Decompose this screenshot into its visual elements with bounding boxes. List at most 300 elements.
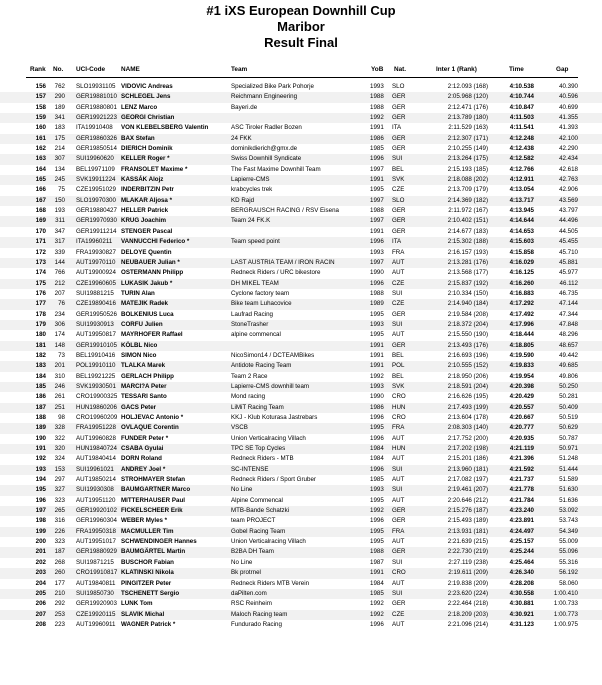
table-row	[0, 92, 602, 102]
team-cell: RSC Reinheim	[231, 600, 272, 608]
rider-name-cell: STENGER Pascal	[121, 227, 173, 235]
table-row	[0, 351, 602, 361]
inter-cell: 2:13.493 (176)	[447, 341, 488, 349]
rider-name-cell: WAGNER Patrick *	[121, 620, 176, 628]
uci-code-cell: AUT19951017	[76, 538, 116, 546]
uci-code-cell: CRO19910817	[76, 569, 118, 577]
table-row	[0, 227, 602, 237]
time-cell: 4:18.805	[509, 341, 534, 349]
yob-cell: 1989	[370, 300, 384, 308]
nation-cell: GER	[392, 517, 406, 525]
number-cell: 328	[54, 424, 65, 432]
number-cell: 153	[54, 465, 65, 473]
team-cell: Union Verticalracing Villach	[231, 434, 306, 442]
uci-code-cell: AUT19840811	[76, 579, 116, 587]
uci-code-cell: GER19921223	[76, 114, 117, 122]
team-cell: team PROJECT	[231, 517, 276, 525]
inter-cell: 2:15.302 (188)	[447, 238, 488, 246]
uci-code-cell: GER19850514	[76, 145, 117, 153]
rider-name-cell: GACS Peter	[121, 403, 157, 411]
yob-cell: 1988	[370, 93, 384, 101]
uci-code-cell: HUN19840724	[76, 445, 117, 453]
uci-code-cell: FRA19951228	[76, 424, 116, 432]
team-cell: Redneck Riders / URC bikestore	[231, 269, 321, 277]
rank-cell: 183	[35, 362, 46, 370]
uci-code-cell: AUT19900924	[76, 269, 116, 277]
nation-cell: AUT	[392, 269, 405, 277]
rider-name-cell: TESSARI Santo	[121, 393, 167, 401]
table-row	[0, 434, 602, 444]
inter-cell: 2:13.264 (175)	[447, 155, 488, 163]
inter-cell: 2:10.555 (152)	[447, 362, 488, 370]
table-row	[0, 403, 602, 413]
time-cell: 4:15.858	[509, 248, 534, 256]
nation-cell: GER	[392, 134, 406, 142]
yob-cell: 1986	[370, 134, 384, 142]
table-row	[0, 589, 602, 599]
yob-cell: 1993	[370, 248, 384, 256]
rider-name-cell: KRUG Joachim	[121, 217, 167, 225]
time-cell: 4:21.737	[509, 476, 534, 484]
rank-cell: 178	[35, 310, 46, 318]
gap-cell: 45.455	[559, 238, 578, 246]
inter-cell: 2:17.082 (197)	[447, 476, 488, 484]
table-row	[0, 475, 602, 485]
team-cell: No Line	[231, 486, 253, 494]
uci-code-cell: CRO19900325	[76, 393, 118, 401]
table-row	[0, 372, 602, 382]
inter-cell: 2:27.119 (238)	[448, 558, 488, 566]
results-header	[0, 0, 602, 51]
event-title: #1 iXS European Downhill Cup	[206, 3, 396, 18]
yob-cell: 1984	[370, 455, 384, 463]
rider-name-cell: KLATINSKI Nikola	[121, 569, 174, 577]
yob-cell: 1991	[370, 227, 384, 235]
table-row	[0, 537, 602, 547]
table-row	[0, 103, 602, 113]
uci-code-cell: GER19960304	[76, 517, 117, 525]
inter-cell: 2:15.193 (185)	[447, 165, 488, 173]
inter-cell: 2:13.931 (181)	[447, 527, 488, 535]
rank-cell: 188	[35, 414, 46, 421]
uci-code-cell: SUI19961021	[76, 465, 114, 473]
rider-name-cell: CORFU Julien	[121, 320, 163, 328]
number-cell: 306	[54, 320, 65, 328]
yob-cell: 1992	[370, 372, 384, 380]
uci-code-cell: AUT19840414	[76, 455, 116, 463]
rider-name-cell: DORN Roland	[121, 455, 162, 463]
inter-cell: 2:14.677 (183)	[447, 227, 488, 235]
number-cell: 253	[54, 610, 65, 618]
number-cell: 223	[54, 620, 65, 628]
number-cell: 76	[58, 300, 65, 308]
rider-name-cell: WEBER Myles *	[121, 517, 168, 525]
rider-name-cell: KELLER Roger *	[121, 155, 170, 163]
team-cell: NicoSimon14 / DCTEAMBikes	[231, 351, 315, 359]
time-cell: 4:30.881	[509, 600, 534, 608]
nation-cell: HUN	[392, 445, 406, 453]
time-cell: 4:17.492	[509, 310, 534, 318]
inter-cell: 2:19.584 (208)	[447, 310, 488, 318]
team-cell: Reichmann Engineering	[231, 93, 298, 101]
uci-code-cell: AUT19950817	[76, 331, 116, 339]
time-cell: 4:14.644	[509, 217, 534, 225]
rank-cell: 192	[35, 455, 46, 463]
yob-cell: 1996	[370, 465, 384, 473]
table-row	[0, 454, 602, 464]
team-cell: Union Verticalracing Villach	[231, 538, 306, 546]
rank-cell: 182	[35, 351, 46, 359]
number-cell: 73	[58, 351, 65, 359]
nation-cell: SUI	[392, 589, 403, 597]
nation-cell: GER	[392, 207, 406, 215]
number-cell: 150	[54, 196, 65, 204]
yob-cell: 1997	[370, 196, 384, 204]
gap-cell: 50.519	[559, 414, 578, 421]
yob-cell: 1996	[370, 155, 384, 163]
team-cell: Swiss Downhill Syndicate	[231, 155, 302, 163]
nation-cell: GER	[392, 103, 406, 111]
number-cell: 339	[54, 248, 65, 256]
number-cell: 290	[54, 93, 65, 101]
rider-name-cell: STROHMAYER Stefan	[121, 476, 186, 484]
team-cell: Team 2 Race	[231, 372, 268, 380]
table-row	[0, 165, 602, 175]
yob-cell: 1995	[370, 527, 384, 535]
nation-cell: FRA	[392, 248, 405, 256]
table-row	[0, 154, 602, 164]
nation-cell: GER	[392, 341, 406, 349]
inter-cell: 2:16.693 (196)	[447, 351, 488, 359]
table-row	[0, 289, 602, 299]
rider-name-cell: FRANSOLET Maxime *	[121, 165, 188, 173]
uci-code-cell: GER19860326	[76, 134, 117, 142]
team-cell: Laufrad Racing	[231, 310, 273, 318]
team-cell: Redneck Riders / Sport Gruber	[231, 476, 316, 484]
gap-cell: 1:00.733	[553, 600, 578, 608]
uci-code-cell: AUT19970110	[76, 258, 116, 266]
rank-cell: 206	[35, 600, 46, 608]
inter-cell: 2:17.752 (200)	[447, 434, 488, 442]
inter-cell: 2:21.096 (214)	[447, 620, 488, 628]
number-cell: 234	[54, 310, 65, 318]
rank-cell: 181	[35, 341, 46, 349]
rank-cell: 203	[35, 569, 46, 577]
rank-cell: 159	[35, 114, 46, 122]
nation-cell: SUI	[392, 320, 403, 328]
yob-cell: 1997	[370, 258, 384, 266]
uci-code-cell: GER19880427	[76, 207, 117, 215]
number-cell: 207	[54, 289, 65, 297]
gap-cell: 54.349	[559, 527, 578, 535]
gap-cell: 55.096	[559, 548, 578, 556]
inter-cell: 2:13.709 (179)	[447, 186, 488, 194]
rank-cell: 196	[35, 496, 46, 504]
yob-cell: 1996	[370, 279, 384, 287]
rider-name-cell: BOLKENIUS Luca	[121, 310, 174, 318]
inter-cell: 2:16.626 (195)	[447, 393, 488, 401]
yob-cell: 1992	[370, 114, 384, 122]
team-cell: Team speed point	[231, 238, 280, 246]
time-cell: 4:30.558	[509, 589, 534, 597]
gap-cell: 50.787	[559, 434, 578, 442]
inter-cell: 2:19.838 (209)	[447, 579, 488, 587]
table-row	[0, 496, 602, 506]
nation-cell: CZE	[392, 610, 405, 618]
inter-cell: 2:19.461 (207)	[447, 486, 488, 494]
nation-cell: ITA	[392, 238, 402, 246]
rank-cell: 207	[35, 610, 46, 618]
rank-cell: 166	[35, 186, 46, 194]
time-cell: 4:21.784	[509, 496, 534, 504]
uci-code-cell: FRA19950318	[76, 527, 116, 535]
rank-cell: 167	[35, 196, 46, 204]
yob-cell: 1991	[370, 351, 384, 359]
inter-cell: 2:21.639 (215)	[447, 538, 488, 546]
rider-name-cell: ANDREY Joel *	[121, 465, 166, 473]
number-cell: 214	[54, 145, 65, 153]
yob-cell: 1990	[370, 269, 384, 277]
gap-cell: 44.496	[559, 217, 578, 225]
rider-name-cell: MACMULLER Tim	[121, 527, 174, 535]
rank-cell: 208	[35, 620, 46, 628]
yob-cell: 1992	[370, 610, 384, 618]
rider-name-cell: MITTERHAUSER Paul	[121, 496, 185, 504]
uci-code-cell: GER19920102	[76, 507, 117, 515]
inter-cell: 2:18.950 (206)	[447, 372, 488, 380]
rider-name-cell: VON KLEBELSBERG Valentin	[121, 124, 209, 132]
inter-cell: 2:13.789 (180)	[447, 114, 488, 122]
yob-cell: 1996	[370, 517, 384, 525]
yob-cell: 1984	[370, 579, 384, 587]
rank-cell: 164	[35, 165, 46, 173]
gap-cell: 49.806	[559, 372, 578, 380]
uci-code-cell: AUT19850214	[76, 476, 116, 484]
rank-cell: 172	[35, 248, 46, 256]
number-cell: 323	[54, 538, 65, 546]
col-inter: Inter 1 (Rank)	[436, 66, 477, 73]
yob-cell: 1997	[370, 165, 384, 173]
gap-cell: 46.112	[559, 279, 578, 287]
number-cell: 193	[54, 207, 65, 215]
inter-cell: 2:14.940 (184)	[447, 300, 488, 308]
col-nat: Nat.	[394, 66, 407, 73]
uci-code-cell: SLO19931105	[76, 83, 116, 90]
table-row	[0, 237, 602, 247]
number-cell: 261	[54, 393, 65, 401]
table-row	[0, 579, 602, 589]
number-cell: 210	[54, 589, 65, 597]
number-cell: 320	[54, 445, 65, 453]
nation-cell: BEL	[392, 372, 404, 380]
team-cell: DH MIKEL TEAM	[231, 279, 279, 287]
uci-code-cell: SUI19881215	[76, 289, 114, 297]
time-cell: 4:19.954	[509, 372, 534, 380]
rider-name-cell: FUNDER Peter *	[121, 434, 169, 442]
time-cell: 4:21.396	[509, 455, 534, 463]
rank-cell: 199	[35, 527, 46, 535]
inter-cell: 2:13.960 (181)	[447, 465, 488, 473]
rank-cell: 157	[35, 93, 46, 101]
yob-cell: 1995	[370, 186, 384, 194]
nation-cell: CRO	[392, 569, 406, 577]
table-row	[0, 361, 602, 371]
table-row	[0, 527, 602, 537]
time-cell: 4:19.833	[509, 362, 534, 370]
uci-code-cell: CZE19951029	[76, 186, 116, 194]
event-location: Maribor	[277, 19, 325, 34]
team-cell: BERGRAUSCH RACING / RSV Eisena	[231, 207, 339, 215]
table-row	[0, 258, 602, 268]
nation-cell: SVK	[392, 176, 405, 184]
inter-cell: 2:12.307 (171)	[447, 134, 488, 142]
uci-code-cell: AUT19960911	[76, 620, 116, 628]
yob-cell: 1991	[370, 362, 384, 370]
uci-code-cell: SUI19871215	[76, 558, 114, 566]
number-cell: 307	[54, 155, 65, 163]
uci-code-cell: POL19910110	[76, 362, 116, 370]
time-cell: 4:13.717	[509, 196, 534, 204]
yob-cell: 1996	[370, 620, 384, 628]
time-cell: 4:20.398	[509, 382, 534, 390]
nation-cell: AUT	[392, 476, 405, 484]
table-row	[0, 279, 602, 289]
time-cell: 4:25.464	[509, 558, 534, 566]
time-cell: 4:11.541	[509, 124, 534, 132]
inter-cell: 2:13.568 (177)	[447, 269, 488, 277]
rider-name-cell: BAUMGÄRTEL Martin	[121, 548, 186, 556]
inter-cell: 2:13.281 (176)	[447, 258, 488, 266]
rank-cell: 197	[35, 507, 46, 515]
rank-cell: 162	[35, 145, 46, 153]
nation-cell: AUT	[392, 331, 405, 339]
uci-code-cell: BEL19910416	[76, 351, 116, 359]
inter-cell: 2:11.529 (163)	[448, 124, 488, 132]
table-row	[0, 392, 602, 402]
rider-name-cell: SCHWENDINGER Hannes	[121, 538, 197, 546]
gap-cell: 43.569	[559, 196, 578, 204]
time-cell: 4:13.945	[509, 207, 534, 215]
team-cell: No Line	[231, 558, 253, 566]
number-cell: 245	[54, 176, 65, 184]
nation-cell: SUI	[392, 155, 403, 163]
number-cell: 251	[54, 403, 65, 411]
uci-code-cell: SLO19970300	[76, 196, 116, 204]
yob-cell: 1984	[370, 445, 384, 453]
rider-name-cell: TLALKA Marek	[121, 362, 166, 370]
table-row	[0, 382, 602, 392]
team-cell: Cyclone factory team	[231, 289, 290, 297]
team-cell: Bike team Luhacovice	[231, 300, 292, 308]
nation-cell: BEL	[392, 165, 404, 173]
time-cell: 4:20.557	[509, 403, 534, 411]
rider-name-cell: KÖLBL Nico	[121, 341, 158, 349]
yob-cell: 1991	[370, 176, 384, 184]
rank-cell: 158	[35, 103, 46, 111]
number-cell: 212	[54, 279, 65, 287]
number-cell: 323	[54, 496, 65, 504]
gap-cell: 50.281	[559, 393, 578, 401]
number-cell: 201	[54, 362, 65, 370]
gap-cell: 47.144	[559, 300, 578, 308]
inter-cell: 2:08.303 (140)	[447, 424, 488, 432]
uci-code-cell: GER19880929	[76, 548, 117, 556]
rank-cell: 171	[35, 238, 46, 246]
nation-cell: CRO	[392, 393, 406, 401]
rank-cell: 189	[35, 424, 46, 432]
number-cell: 297	[54, 476, 65, 484]
yob-cell: 1993	[370, 486, 384, 494]
inter-cell: 2:15.276 (187)	[447, 507, 488, 515]
table-row	[0, 123, 602, 133]
nation-cell: AUT	[392, 579, 405, 587]
time-cell: 4:28.208	[509, 579, 534, 587]
number-cell: 766	[54, 269, 65, 277]
table-row	[0, 175, 602, 185]
time-cell: 4:16.125	[509, 269, 534, 277]
table-row	[0, 485, 602, 495]
team-cell: Team 24 FK.K	[231, 217, 271, 225]
rider-name-cell: MLAKAR Aljosa *	[121, 196, 172, 204]
time-cell: 4:12.911	[509, 176, 534, 184]
gap-cell: 56.192	[559, 569, 578, 577]
number-cell: 148	[54, 341, 65, 349]
time-cell: 4:12.766	[509, 165, 534, 173]
table-row	[0, 310, 602, 320]
uci-code-cell: CZE19960605	[76, 279, 116, 287]
table-row	[0, 610, 602, 620]
table-row	[0, 206, 602, 216]
time-cell: 4:10.847	[509, 103, 534, 111]
yob-cell: 1993	[370, 83, 384, 90]
nation-cell: GER	[392, 548, 406, 556]
number-cell: 175	[54, 134, 65, 142]
yob-cell: 1996	[370, 434, 384, 442]
col-uci: UCI-Code	[76, 66, 106, 73]
uci-code-cell: SUI19930308	[76, 486, 114, 494]
gap-cell: 53.092	[559, 507, 578, 515]
time-cell: 4:12.248	[509, 134, 534, 142]
team-cell: VSCB	[231, 424, 248, 432]
team-cell: Redneck Riders MTB Verein	[231, 579, 310, 587]
team-cell: alpine commencal	[231, 331, 281, 339]
rank-cell: 202	[35, 558, 46, 566]
time-cell: 4:25.244	[509, 548, 534, 556]
rank-cell: 204	[35, 579, 46, 587]
gap-cell: 1:00.773	[553, 610, 578, 618]
rider-name-cell: MATEJIK Radek	[121, 300, 168, 308]
col-name: NAME	[121, 66, 140, 73]
nation-cell: GER	[392, 507, 406, 515]
number-cell: 341	[54, 114, 65, 122]
time-cell: 4:16.029	[509, 258, 534, 266]
yob-cell: 1993	[370, 320, 384, 328]
rider-name-cell: SCHLEGEL Jens	[121, 93, 171, 101]
time-cell: 4:21.778	[509, 486, 534, 494]
time-cell: 4:23.240	[509, 507, 534, 515]
time-cell: 4:26.340	[509, 569, 534, 577]
number-cell: 226	[54, 527, 65, 535]
rank-cell: 198	[35, 517, 46, 525]
col-time: Time	[509, 66, 524, 73]
number-cell: 144	[54, 258, 65, 266]
rider-name-cell: INDERBITZIN Petr	[121, 186, 174, 194]
yob-cell: 1985	[370, 145, 384, 153]
number-cell: 292	[54, 600, 65, 608]
yob-cell: 1991	[370, 124, 384, 132]
nation-cell: AUT	[392, 496, 405, 504]
inter-cell: 2:14.369 (182)	[447, 196, 488, 204]
